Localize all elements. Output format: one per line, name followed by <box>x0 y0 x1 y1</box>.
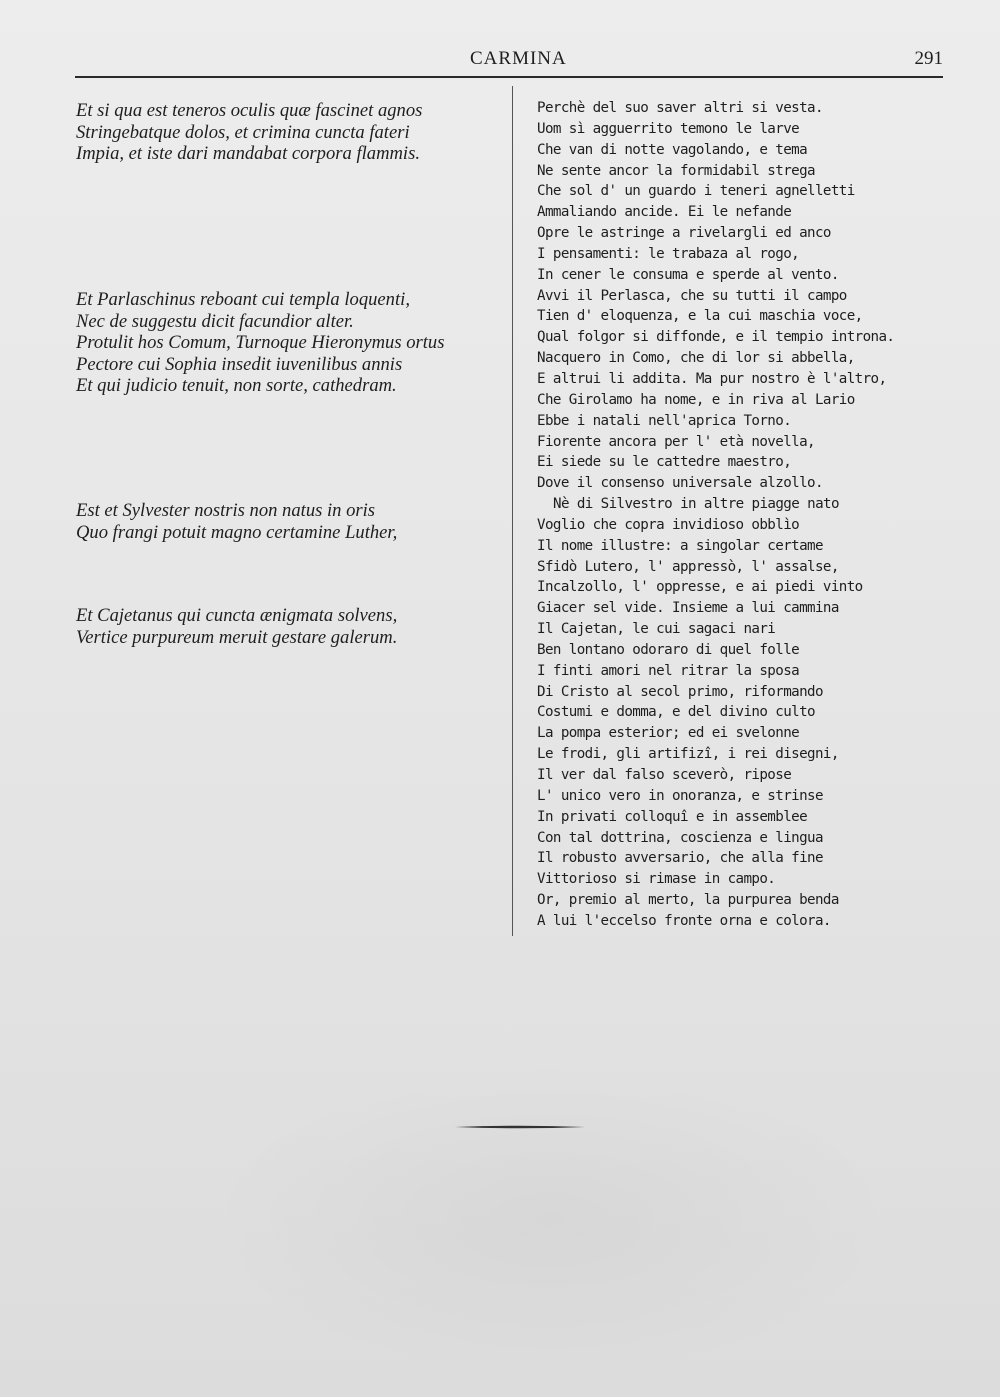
latin-stanza <box>76 289 506 397</box>
italian-line: Or, premio al merto, la purpurea benda <box>537 892 839 909</box>
italian-line: Dove il consenso universale alzollo. <box>537 475 823 492</box>
italian-line: Incalzollo, l' oppresse, e ai piedi vinto <box>537 579 863 596</box>
column-divider <box>512 86 513 936</box>
italian-line: Avvi il Perlasca, che su tutti il campo <box>537 287 847 304</box>
italian-line: Costumi e domma, e del divino culto <box>537 704 815 721</box>
italian-line: Il robusto avversario, che alla fine <box>537 850 823 867</box>
italian-line: Che van di notte vagolando, e tema <box>537 141 808 158</box>
italian-line: L' unico vero in onoranza, e strinse <box>537 787 823 804</box>
italian-line: I pensamenti: le trabaza al rogo, <box>537 245 800 262</box>
italian-line: Il ver dal falso sceverò, ripose <box>537 767 792 783</box>
italian-line: Ammaliando ancide. Ei le nefande <box>537 204 792 221</box>
latin-line: Protulit hos Comum, Turnoque Hieronymus ortus <box>76 332 445 354</box>
italian-line: Le frodi, gli artifizî, i rei disegni, <box>537 746 839 763</box>
latin-line: Et Cajetanus qui cuncta ænigmata solvens, <box>76 605 398 626</box>
italian-line: I finti amori nel ritrar la sposa <box>537 662 800 679</box>
latin-line: Stringebatque dolos, et crimina cuncta fateri <box>76 121 410 143</box>
latin-line: Et Parlaschinus reboant cui templa loquenti, <box>76 289 410 310</box>
italian-line: Fiorente ancora per l' età novella, <box>537 433 815 450</box>
italian-line: Di Cristo al secol primo, riformando <box>537 683 823 700</box>
italian-line: Vittorioso si rimase in campo. <box>537 871 776 888</box>
page-number: 291 <box>914 48 943 69</box>
italian-line: Ei siede su le cattedre maestro, <box>537 454 792 471</box>
italian-line: Ne sente ancor la formidabil strega <box>537 162 815 179</box>
italian-line: Ben lontano odoraro di quel folle <box>537 641 800 658</box>
italian-line: Ebbe i natali nell'aprica Torno. <box>537 412 792 429</box>
italian-line: E altrui li addita. Ma pur nostro è l'altro, <box>537 370 887 387</box>
italian-line: Giacer sel vide. Insieme a lui cammina <box>537 600 839 617</box>
latin-line: Pectore cui Sophia insedit iuvenilibus annis <box>76 353 403 375</box>
latin-line: Nec de suggestu dicit facundior alter. <box>76 310 354 332</box>
header-rule <box>75 76 943 78</box>
italian-line: Perchè del suo saver altri si vesta. <box>537 100 823 116</box>
italian-line: La pompa esterior; ed ei svelonne <box>537 725 800 742</box>
latin-stanza <box>76 500 506 543</box>
italian-line: Qual folgor si diffonde, e il tempio introna. <box>537 329 895 346</box>
italian-line: Sfidò Lutero, l' appressò, l' assalse, <box>537 558 839 575</box>
italian-line: Voglio che copra invidioso obblìo <box>537 516 800 533</box>
italian-line: Con tal dottrina, coscienza e lingua <box>537 829 823 846</box>
end-ornament-rule <box>455 1124 585 1130</box>
italian-line: Che Girolamo ha nome, e in riva al Lario <box>537 391 855 408</box>
show-through-shadow <box>200 1060 900 1380</box>
italian-line: A lui l'eccelso fronte orna e colora. <box>537 912 831 929</box>
latin-line: Vertice purpureum meruit gestare galerum. <box>76 626 398 648</box>
latin-line: Et si qua est teneros oculis quæ fascinet agnos <box>76 100 423 121</box>
italian-line: Il nome illustre: a singolar certame <box>537 537 823 554</box>
latin-line: Impia, et iste dari mandabat corpora flammis. <box>76 143 420 165</box>
latin-stanza <box>76 605 506 648</box>
italian-line: In cener le consuma e sperde al vento. <box>537 266 839 283</box>
italian-line: Il Cajetan, le cui sagaci nari <box>537 621 776 638</box>
italian-column <box>537 98 937 932</box>
latin-line: Est et Sylvester nostris non natus in oris <box>76 500 376 521</box>
latin-stanza <box>76 100 506 165</box>
italian-line: Nè di Silvestro in altre piagge nato <box>553 496 839 513</box>
italian-line: Tien d' eloquenza, e la cui maschia voce, <box>537 308 863 325</box>
italian-line: Che sol d' un guardo i teneri agnelletti <box>537 183 855 200</box>
italian-line: Uom sì agguerrito temono le larve <box>537 120 800 137</box>
italian-line: In privati colloquî e in assemblee <box>537 808 808 825</box>
italian-line: Nacquero in Como, che di lor si abbella, <box>537 350 855 367</box>
latin-line: Quo frangi potuit magno certamine Luther, <box>76 521 398 543</box>
latin-line: Et qui judicio tenuit, non sorte, cathedram. <box>76 375 397 397</box>
running-title: CARMINA <box>470 48 567 69</box>
italian-line: Opre le astringe a rivelargli ed anco <box>537 225 831 242</box>
running-head <box>75 46 943 76</box>
